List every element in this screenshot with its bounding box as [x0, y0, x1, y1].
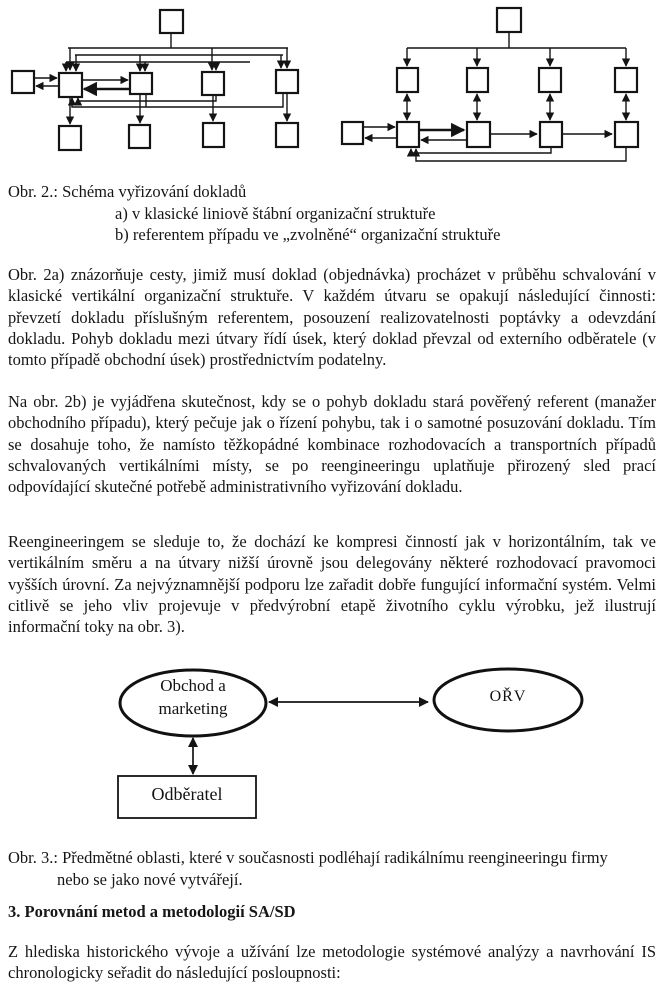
figure3-label-customer: Odběratel: [151, 784, 223, 804]
diagram-b-unit-node: [397, 68, 418, 92]
figure3-diagram: [80, 656, 600, 828]
diagram-a-sub-node: [129, 125, 150, 148]
diagram-a-unit-node: [276, 70, 298, 93]
diagram-a-external-node: [12, 71, 34, 93]
figure2-caption-item-b: b) referentem případu ve „zvolněné“ organizační struktuře: [115, 225, 501, 244]
org-chart-a-diagram: [0, 0, 330, 165]
diagram-a-sub-node: [276, 123, 298, 147]
diagram-b-unit-node: [539, 68, 561, 92]
diagram-b-flow-node: [615, 122, 638, 147]
diagram-b-flow-node: [467, 122, 490, 147]
org-chart-b-diagram: [330, 0, 666, 172]
paragraph-figure2a-description: Obr. 2a) znázorňuje cesty, jimiž musí doklad (objednávka) procházet v průběhu schvalování v klasické vertikální organizační struktuře. V každém útvaru se opakují následující činnosti: převzetí dokladu příslušným referentem, posouzení realizovatelnosti poptávky a odevzdání dokladu. Pohyb dokladu mezi útvary řídí úsek, který doklad převzal od externího odběratele (v tomto případě obchodní úsek) prostřednictvím podatelny.: [8, 265, 656, 370]
diagram-a-unit-node: [130, 73, 152, 94]
section3-heading: 3. Porovnání metod a metodologií SA/SD: [8, 902, 296, 921]
diagram-a-sub-node: [59, 126, 81, 150]
paragraph-figure2b-description: Na obr. 2b) je vyjádřena skutečnost, kdy se o pohyb dokladu stará pověřený referent (manažer obchodního případu), který pečuje jak o řízení pohybu, tak i o samotné posuzování dokladu. Tím se dosahuje toho, že namísto těžkopádné kombinace rozhodovacích a transportních případů schvalovaných vertikálními místy, se po reengineeringu uplatňuje přirozený sled prací odpovídající skutečné potřebě administrativního vyřizování dokladu.: [8, 392, 656, 497]
figure3-label-sales-line1: Obchod a: [160, 676, 226, 695]
diagram-b-external-node: [342, 122, 363, 144]
diagram-b-unit-node: [467, 68, 488, 92]
diagram-b-flow-node: [540, 122, 562, 147]
figure2-caption-item-a: a) v klasické liniově štábní organizační struktuře: [115, 203, 436, 223]
diagram-b-boxes: [342, 8, 638, 147]
diagram-b-unit-node: [615, 68, 637, 92]
figure2-caption: [8, 181, 656, 246]
diagram-a-unit-node: [202, 72, 224, 95]
figure3-label-sales-marketing: [118, 674, 268, 720]
figure2-caption-title: Obr. 2.: Schéma vyřizování dokladů: [8, 182, 247, 201]
diagram-a-top-node: [160, 10, 183, 33]
diagram-a-boxes: [12, 10, 298, 150]
diagram-a-sub-node: [203, 123, 224, 147]
figure3-caption: [8, 847, 656, 890]
diagram-b-top-node: [497, 8, 521, 32]
paragraph-reengineering: Reengineeringem se sleduje to, že dochází ke kompresi činností jak v horizontálním, tak ve vertikálním směru a na útvary nižší úrovně jsou delegovány některé rozhodovací pravomoci vyšších úrovní. Za nejvýznamnější podporu lze zařadit dobře fungující informační systém. Velmi citlivě se jeho vliv projevuje v předvýrobní etapě životního cyklu výrobku, jež ilustrují informační toky na obr. 3).: [8, 532, 656, 637]
diagram-a-unit-node: [59, 73, 82, 97]
figure3-label-orv: OŘV: [489, 688, 527, 705]
figure3-caption-line2: nebo se jako nové vytvářejí.: [57, 869, 243, 889]
paragraph-section3-intro: Z hlediska historického vývoje a užívání lze metodologie systémové analýzy a navrhování IS chronologicky seřadit do následující posloupnosti:: [8, 942, 656, 983]
figure3-caption-line1: Obr. 3.: Předmětné oblasti, které v současnosti podléhají radikálnímu reengineeringu firmy: [8, 848, 608, 867]
diagram-b-flow-node: [397, 122, 419, 147]
figure3-label-sales-line2: marketing: [158, 699, 228, 718]
